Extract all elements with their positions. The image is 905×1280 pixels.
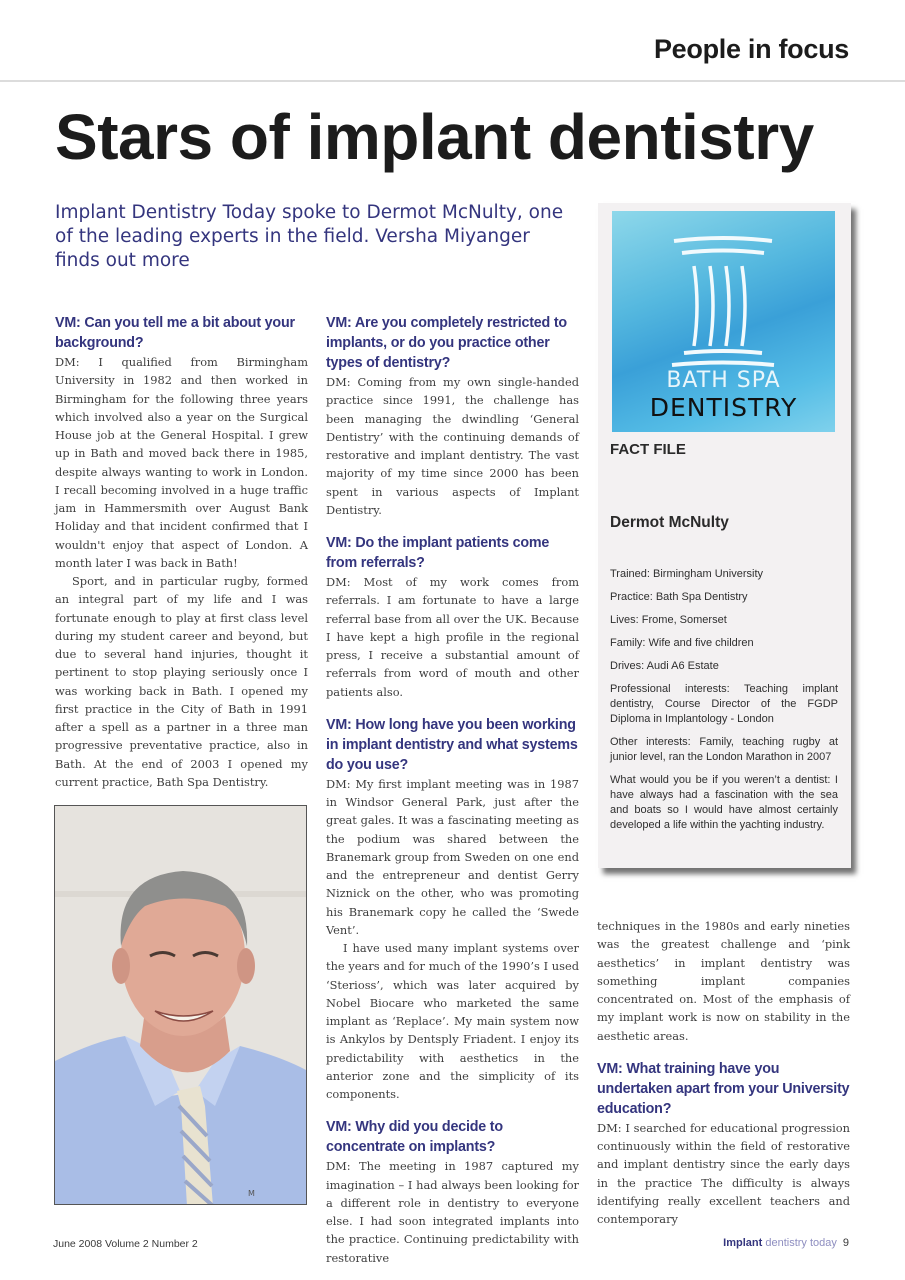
- fact-drives: Drives: Audi A6 Estate: [610, 660, 719, 672]
- question-heading: VM: Can you tell me a bit about your background?: [55, 315, 295, 351]
- fact-file-name: Dermot McNulty: [610, 514, 729, 531]
- logo-text-dentistry: DENTISTRY: [649, 393, 798, 422]
- fact-family: Family: Wife and five children: [610, 637, 754, 649]
- fact-file-panel: [598, 203, 851, 868]
- publication-brand-bold: Implant: [723, 1237, 763, 1249]
- header-divider: [0, 80, 905, 82]
- article-column-2: [326, 313, 579, 1267]
- standfirst: Implant Dentistry Today spoke to Dermot McNulty, one of the leading experts in the field. Versha Miyanger finds out more: [55, 202, 564, 271]
- fact-trained: Trained: Birmingham University: [610, 568, 764, 580]
- portrait-illustration: [55, 806, 307, 1205]
- fact-lives: Lives: Frome, Somerset: [610, 614, 727, 626]
- question-heading: VM: Do the implant patients come from referrals?: [326, 535, 550, 571]
- fact-professional-interests: Professional interests: Teaching implant dentistry, Course Director of the FGDP Diploma in Implantology - London: [610, 683, 838, 725]
- fact-if-not-dentist: What would you be if you weren’t a dentist: I have always had a fascination with the sea and boats so I would have almost certainly developed a life within the yachting industry.: [610, 774, 838, 831]
- answer-paragraph: techniques in the 1980s and early nineties was the greatest challenge and ‘pink aesthetics’ in implant dentistry was something implant companies concentrated on. Most of the emphasis of my implant work is now on stability in the aesthetic areas.: [597, 919, 850, 1043]
- answer-paragraph: DM: I searched for educational progression continuously within the field of restorative and implant dentistry since the early days in the practice The difficulty is always identifying really excellent teachers and contemporary: [597, 1120, 850, 1226]
- question-heading: VM: Why did you decide to concentrate on implants?: [326, 1119, 503, 1156]
- page-number: 9: [842, 1237, 849, 1249]
- answer-paragraph: DM: Coming from my own single-handed practice since 1991, the challenge has been managing the dwindling ‘General Dentistry’ with the continuing demands of restorative and implant dentistry. The vast majority of my time since 2000 has been spent in various aspects of Implant Dentistry.: [326, 375, 579, 517]
- answer-paragraph: I have used many implant systems over the years and for much of the 1990’s I used ‘Sterioss’, which was later acquired by Nobel Biocare who marketed the same implant as ‘Replace’. My main system now is Ankylos by Dentsply Friadent. I enjoy its predictability with aesthetics in the anterior zone and the simplicity of its components.: [326, 941, 579, 1101]
- article-column-3: [597, 917, 850, 1228]
- page-title: Stars of implant dentistry: [55, 101, 814, 173]
- answer-paragraph: DM: I qualified from Birmingham University in 1982 and then worked in Birmingham for the following three years which involved also a year on the Surgical House job at the General Hospital. I grew up in Bath and moved back there in 1985, despite always wanting to work in London. I recall becoming involved in a huge traffic jam in Hammersmith over August Bank Holiday and that incident confirmed that I wouldn't enjoy that aspect of London. A month later I was back in Bath!: [55, 355, 308, 570]
- answer-paragraph: DM: My first implant meeting was in 1987 in Windsor General Park, just after the great gales. It was a fascinating meeting as the podium was shared between the Branemark group from Sweden on one end and the entrepreneur and dentist Gerry Niznick on the other, who was promoting his Branemark copy he called the ‘Swede Vent’.: [326, 776, 579, 937]
- answer-paragraph: Sport, and in particular rugby, formed an integral part of my life and I was fortunate enough to play at first class level during my student career and beyond, but due to several hand injuries, thought it pertinent to stop playing seriously once I was working back in Bath. I opened my first practice in the City of Bath in 1991 after a spell as a partner in a three man progressive preventative practice, also in Bath. At the end of 2003 I opened my current practice, Bath Spa Dentistry.: [55, 574, 308, 789]
- publication-brand-rest: dentistry today: [762, 1237, 837, 1249]
- question-heading: VM: Are you completely restricted to implants, or do you practice other types of dentistry?: [326, 315, 567, 371]
- bath-spa-dentistry-logo: [612, 211, 835, 432]
- fact-file-list: [610, 567, 838, 841]
- section-label: People in focus: [653, 34, 849, 64]
- question-heading: VM: What training have you undertaken apart from your University education?: [597, 1060, 850, 1117]
- logo-text-bath-spa: BATH SPA: [666, 368, 781, 393]
- issue-info: June 2008 Volume 2 Number 2: [53, 1238, 198, 1250]
- fact-other-interests: Other interests: Family, teaching rugby at junior level, ran the London Marathon in 2007: [610, 736, 838, 763]
- fact-practice: Practice: Bath Spa Dentistry: [610, 591, 748, 603]
- answer-paragraph: DM: The meeting in 1987 captured my imagination – I had always been looking for a different role in dentistry to everyone else. I had soon integrated implants into the practice. Continuing predictability with restorative: [326, 1159, 579, 1265]
- answer-paragraph: DM: Most of my work comes from referrals. I am fortunate to have a large referral base from all over the UK. Because I have kept a high profile in the regional press, I receive a substantial amount of referrals from word of mouth and other patients also.: [326, 575, 579, 699]
- portrait-photo: [54, 805, 307, 1205]
- fact-file-heading: FACT FILE: [610, 441, 686, 458]
- article-column-1: [55, 313, 308, 791]
- publication-footer: [723, 1237, 849, 1249]
- svg-text:M: M: [248, 1189, 255, 1198]
- question-heading: VM: How long have you been working in implant dentistry and what systems do you use?: [326, 716, 578, 773]
